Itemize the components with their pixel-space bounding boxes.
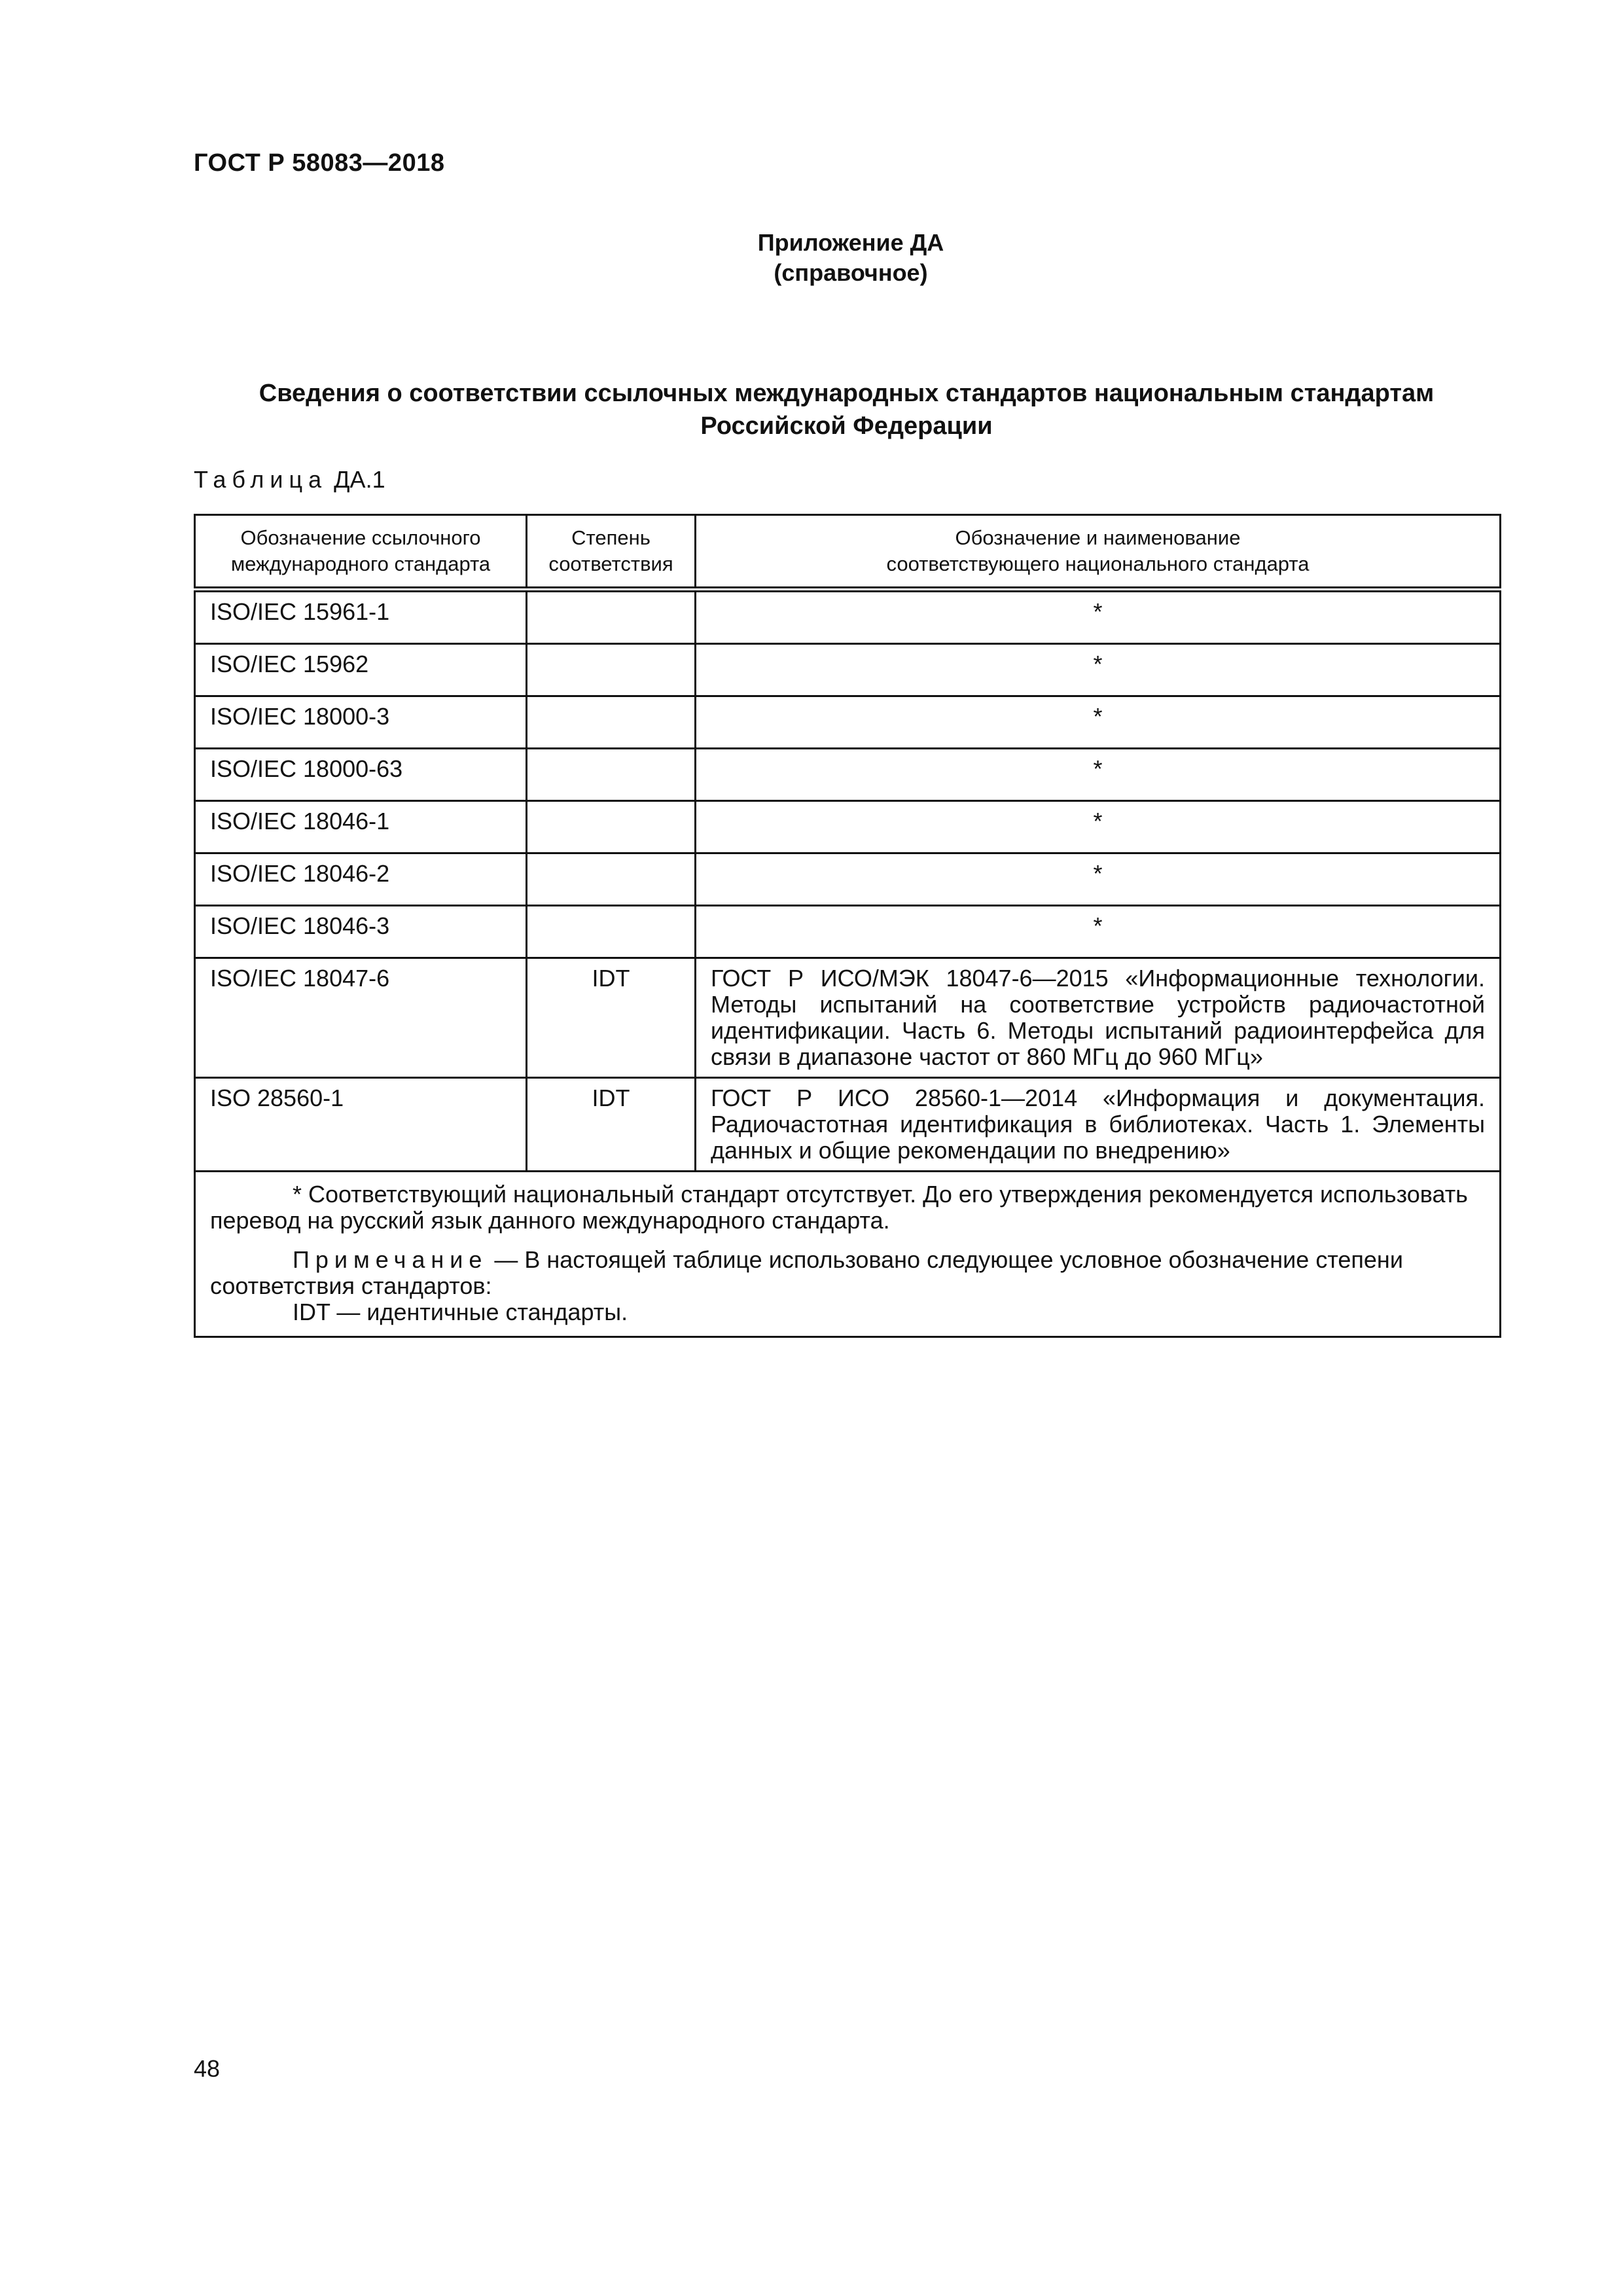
table-row	[195, 853, 1501, 906]
table-row	[195, 801, 1501, 853]
header-std-line-1: Обозначение ссылочного	[240, 526, 481, 549]
header-national-standard	[696, 515, 1501, 590]
cell-national-standard: ГОСТ Р ИСО 28560-1—2014 «Информация и документация. Радиочастотная идентификация в библиотеках. Часть 1. Элементы данных и общие рекомендации по внедрению»	[696, 1078, 1501, 1172]
cell-degree	[527, 590, 696, 644]
cell-degree	[527, 801, 696, 853]
document-code: ГОСТ Р 58083—2018	[194, 149, 445, 177]
cell-international-standard: ISO/IEC 18000-63	[195, 749, 527, 801]
table-row	[195, 696, 1501, 749]
cell-national-standard: *	[696, 696, 1501, 749]
cell-national-standard: *	[696, 853, 1501, 906]
cell-national-standard: *	[696, 801, 1501, 853]
table-footer-row	[195, 1172, 1501, 1337]
cell-national-standard: *	[696, 590, 1501, 644]
cell-international-standard: ISO/IEC 15961-1	[195, 590, 527, 644]
cell-degree	[527, 696, 696, 749]
note-label: Примечание	[293, 1246, 488, 1273]
appendix-heading	[0, 228, 1623, 288]
table-footnotes	[195, 1172, 1501, 1337]
table-caption-number: ДА.1	[334, 466, 385, 493]
page-number: 48	[194, 2055, 221, 2082]
cell-international-standard: ISO/IEC 18046-1	[195, 801, 527, 853]
cell-degree	[527, 906, 696, 958]
table-row	[195, 644, 1501, 696]
header-degree-line-1: Степень	[571, 526, 651, 549]
cell-international-standard: ISO/IEC 15962	[195, 644, 527, 696]
cell-degree: IDT	[527, 1078, 696, 1172]
appendix-title: Приложение ДА	[757, 229, 944, 256]
footnote: * Соответствующий национальный стандарт отсутствует. До его утверждения рекомендуется использовать перевод на русский язык данного международного стандарта.	[210, 1181, 1468, 1234]
header-std-line-2: международного стандарта	[230, 552, 491, 575]
table-header-row	[195, 515, 1501, 590]
cell-international-standard: ISO/IEC 18047-6	[195, 958, 527, 1078]
note-idt-definition: IDT — идентичные стандарты.	[293, 1299, 628, 1325]
cell-international-standard: ISO 28560-1	[195, 1078, 527, 1172]
header-degree-line-2: соответствия	[548, 552, 673, 575]
section-title-line-2: Российской Федерации	[700, 412, 993, 440]
cell-degree: IDT	[527, 958, 696, 1078]
header-national-line-1: Обозначение и наименование	[955, 526, 1241, 549]
appendix-subtitle: (справочное)	[774, 259, 928, 286]
cell-degree	[527, 853, 696, 906]
cell-national-standard: *	[696, 906, 1501, 958]
cell-national-standard: *	[696, 644, 1501, 696]
note-text: — В настоящей таблице использовано следующее условное обозначение степени соответствия стандартов:	[210, 1246, 1403, 1299]
cell-national-standard: ГОСТ Р ИСО/МЭК 18047-6—2015 «Информационные технологии. Методы испытаний на соответствие устройств радиочастотной идентификации. Часть 6. Методы испытаний радиоинтерфейса для связи в диапазоне частот от 860 МГц до 960 МГц»	[696, 958, 1501, 1078]
note	[210, 1247, 1485, 1299]
cell-international-standard: ISO/IEC 18000-3	[195, 696, 527, 749]
cell-international-standard: ISO/IEC 18046-3	[195, 906, 527, 958]
header-degree	[527, 515, 696, 590]
section-title-line-1: Сведения о соответствии ссылочных международных стандартов национальным стандартам	[259, 380, 1435, 407]
cell-degree	[527, 749, 696, 801]
cell-degree	[527, 644, 696, 696]
table-caption-label: Таблица	[194, 466, 328, 493]
cell-international-standard: ISO/IEC 18046-2	[195, 853, 527, 906]
standards-table	[194, 514, 1501, 1338]
table-row	[195, 906, 1501, 958]
header-national-line-2: соответствующего национального стандарта	[886, 552, 1310, 575]
header-international-standard	[195, 515, 527, 590]
table-caption	[194, 466, 385, 493]
table-row	[195, 1078, 1501, 1172]
table-row	[195, 590, 1501, 644]
cell-national-standard: *	[696, 749, 1501, 801]
table-row	[195, 749, 1501, 801]
table-row	[195, 958, 1501, 1078]
section-title	[194, 377, 1499, 442]
